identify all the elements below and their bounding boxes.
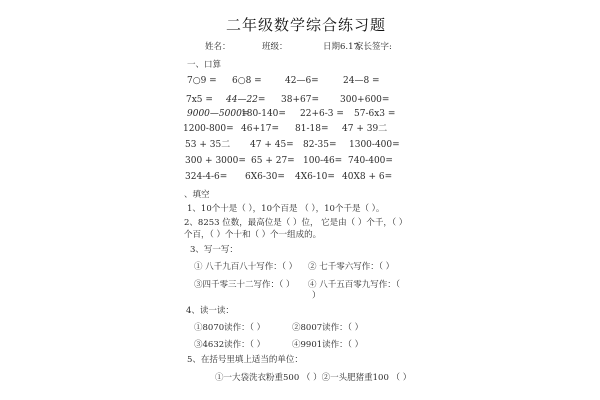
question-3-item-d: ④ 八千五百零九写作：（ [308,280,400,290]
name-label: 姓名： [205,42,231,52]
math-problem: 65 + 27= [251,156,295,166]
math-problem: 24—8 = [343,76,380,86]
math-problem: 7x5 = [186,95,213,105]
question-3-item-a: ① 八千九百八十写作：（ ） [194,262,298,272]
math-problem: 1300-400= [349,140,400,150]
section-mental-math-heading: 一、口算 [187,60,222,70]
page-title: 二年级数学综合练习题 [226,16,387,34]
question-4-heading: 4、读一读： [186,306,234,316]
math-problem: 40X8 + 6= [342,172,393,182]
math-problem: 6○8 = [232,76,262,86]
question-5-heading: 5、在括号里填上适当的单位： [187,355,303,365]
math-problem: 42—6= [285,76,319,86]
math-problem: 38+67= [281,95,319,105]
math-problem: 300 + 3000= [185,156,246,166]
question-4-item-c: ③4632读作：（ ） [194,340,266,350]
math-problem: 740-400= [348,156,393,166]
question-4-item-b: ②8007读作：（ ） [292,323,364,333]
math-problem: 4X6-10= [295,172,335,182]
math-problem: 47 + 45= [250,140,294,150]
parent-signature-label: 家长签字: [355,42,392,52]
section-fill-blank-heading: 、填空 [184,190,210,200]
math-problem: 7○9 = [187,76,217,86]
math-problem: 57-6x3 = [354,109,396,119]
math-problem: 6X6-30= [245,172,285,182]
question-2-line-1: 2、8253 位数，最高位是（ ）位， 它是由（ ）个千，（ ） [184,218,408,228]
question-4-item-a: ①8070读作：（ ） [194,323,266,333]
math-problem: 9000—5000= [187,109,250,119]
question-2-line-2: 个百，（ ）个十和（ ）个一组成的。 [184,230,322,240]
math-problem: 300+600= [340,95,390,105]
math-problem: 180-140= [241,109,286,119]
math-problem: 1200-800= [183,124,234,134]
math-problem: 53 + 35二 [185,140,231,150]
math-problem: 22+6-3 = [300,109,344,119]
math-problem: 46+17= [241,124,279,134]
class-label: 班级： [262,42,288,52]
date-label: 日期6.17 [323,42,359,52]
question-3-heading: 3、写一写： [190,245,238,255]
question-1: 1、10个十是（ ），10个百是 （ ），10个千是（ ）。 [187,204,385,214]
question-3-item-d-close: ） [312,291,321,301]
math-problem: 100-46= [303,156,343,166]
question-5-item-a: ①一大袋洗衣粉重500 （ ）②一头肥猪重100 （ ） [215,373,412,383]
question-3-item-b: ② 七千零六写作：（ ） [308,262,395,272]
math-problem: 47 + 39二 [342,124,388,134]
question-4-item-d: ④9901读作：（ ） [292,340,364,350]
question-3-item-c: ③四千零三十二写作：（ ） [194,280,295,290]
math-problem: 81-18= [295,124,329,134]
math-problem: 44—22= [226,95,266,105]
math-problem: 82-35= [303,140,337,150]
math-problem: 324-4-6= [185,172,228,182]
